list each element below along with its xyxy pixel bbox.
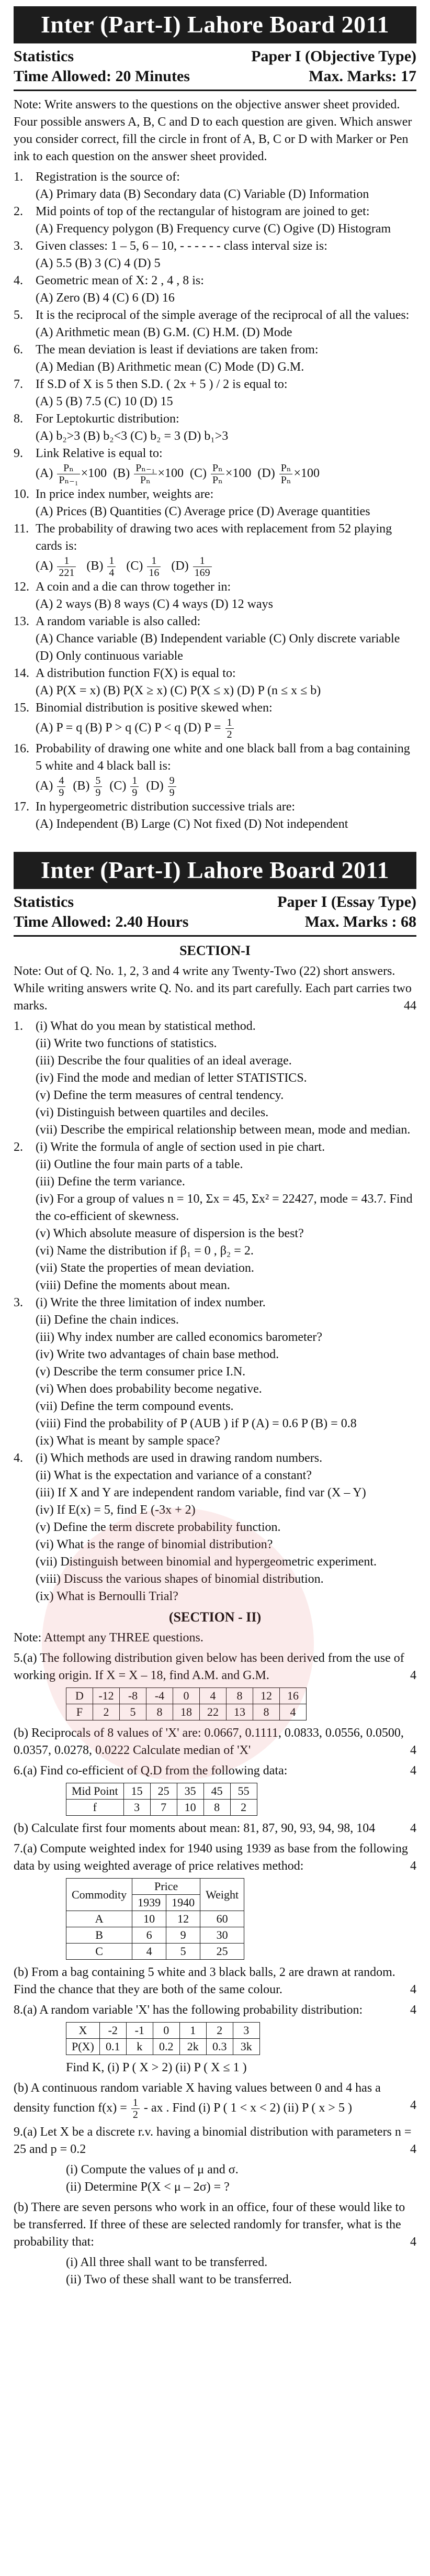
mcq-15-options: (A) P = q (B) P > q (C) P < q (D) P = $\frac{1}{2}$ bbox=[14, 717, 416, 740]
part-text: (ix) What is Bernoulli Trial? bbox=[36, 1590, 178, 1603]
short-question-part bbox=[14, 1484, 416, 1502]
q8a-find: Find K, (i) P ( X > 2) (ii) P ( X ≤ 1 ) bbox=[66, 2061, 247, 2074]
question-number bbox=[14, 1381, 36, 1398]
table-header: Price bbox=[132, 1879, 200, 1895]
table-row bbox=[66, 1944, 244, 1960]
question-number bbox=[14, 1242, 36, 1260]
part-text: (vii) Describe the empirical relationship between mean, mode and median. bbox=[36, 1123, 411, 1137]
short-question-part bbox=[14, 1277, 416, 1294]
mcq-12: 12. A coin and a die can throw together in: bbox=[14, 580, 231, 594]
table-header: F bbox=[66, 1704, 93, 1720]
question-number bbox=[14, 1312, 36, 1329]
q8a: 8.(a) A random variable 'X' has the following probability distribution: 4 bbox=[14, 2003, 416, 2017]
question-number bbox=[14, 1415, 36, 1433]
short-question-part bbox=[14, 1087, 416, 1104]
objective-banner: Inter (Part-I) Lahore Board 2011 bbox=[14, 6, 416, 43]
table-cell: 10 bbox=[132, 1911, 166, 1927]
short-question-part bbox=[14, 1553, 416, 1571]
section-2-heading: (SECTION - II) bbox=[168, 1609, 262, 1625]
table-cell: 12 bbox=[253, 1688, 280, 1704]
table-cell: -4 bbox=[146, 1688, 173, 1704]
table-cell: -12 bbox=[93, 1688, 120, 1704]
table-cell: 0 bbox=[173, 1688, 200, 1704]
subject-label: Statistics bbox=[14, 48, 74, 65]
short-question-part bbox=[14, 1381, 416, 1398]
mcq-10: 10. In price index number, weights are: bbox=[14, 487, 214, 501]
table-cell: 0.2 bbox=[153, 2039, 179, 2055]
short-question-part bbox=[14, 1242, 416, 1260]
question-number bbox=[14, 1173, 36, 1191]
table-cell: 30 bbox=[200, 1927, 244, 1944]
table-cell: 3k bbox=[233, 2039, 259, 2055]
table-cell: 2k bbox=[179, 2039, 206, 2055]
short-question-part bbox=[14, 1139, 416, 1156]
objective-note: Note: Write answers to the questions on the objective answer sheet provided. Four possible answers A, B, C and D to each question are given. Which answer you consider correct, fill the circle in front of A, B, C or D with Marker or Pen ink to each question on the answer sheet provided. bbox=[14, 98, 412, 163]
q9b-part: (i) All three shall want to be transferred. bbox=[66, 2256, 268, 2269]
question-number bbox=[14, 1571, 36, 1588]
mcq-2-options: (A) Frequency polygon (B) Frequency curve (C) Ogive (D) Histogram bbox=[36, 222, 391, 236]
table-cell: C bbox=[66, 1944, 132, 1960]
mcq-16: 16. Probability of drawing one white and one black ball from a bag containing 5 white and 4 black ball is: bbox=[14, 742, 410, 773]
table-header: 1940 bbox=[166, 1895, 200, 1911]
mcq-11: 11. The probability of drawing two aces with replacement from 52 playing cards is: bbox=[14, 522, 392, 553]
part-text: (i) Write the formula of angle of section used in pie chart. bbox=[36, 1140, 325, 1154]
table-header: Mid Point bbox=[66, 1783, 124, 1800]
short-question-part bbox=[14, 1536, 416, 1553]
mcq-12-options: (A) 2 ways (B) 8 ways (C) 4 ways (D) 12 ways bbox=[36, 597, 273, 611]
question-number: 4. bbox=[14, 1451, 23, 1465]
q8b: (b) A continuous random variable X having values between 0 and 4 has a density function f(x) = $\frac{1}{2}$ - ax . Find (i) P ( 1 < x < 2) (ii) P ( x > 5 ) 4 bbox=[14, 2081, 416, 2120]
short-question-part bbox=[14, 1225, 416, 1242]
question-number bbox=[14, 1536, 36, 1553]
max-marks: Max. Marks: 17 bbox=[309, 68, 416, 85]
mcq-13-options: (A) Chance variable (B) Independent variable (C) Only discrete variable (D) Only continuous variable bbox=[36, 632, 400, 663]
max-marks: Max. Marks : 68 bbox=[304, 913, 416, 930]
part-text: (viii) Define the moments about mean. bbox=[36, 1279, 230, 1292]
essay-banner: Inter (Part-I) Lahore Board 2011 bbox=[14, 852, 416, 889]
fraction: $\frac{9}{9}$ bbox=[168, 775, 176, 798]
part-text: (vii) State the properties of mean deviation. bbox=[36, 1261, 254, 1275]
q6b: (b) Calculate first four moments about mean: 81, 87, 90, 93, 94, 98, 104 4 bbox=[14, 1822, 416, 1835]
short-question-part bbox=[14, 1571, 416, 1588]
table-header: Commodity bbox=[66, 1879, 132, 1911]
question-number: 3. bbox=[14, 1296, 23, 1309]
mcq-14-options: (A) P(X = x) (B) P(X ≥ x) (C) P(X ≤ x) (D) P (n ≤ x ≤ b) bbox=[36, 684, 321, 697]
q6a: 6.(a) Find co-efficient of Q.D from the following data: 4 bbox=[14, 1764, 416, 1778]
mcq-9-options: (A) $\frac{\text{Pₙ}}{\text{Pₙ₋₁}}$ ×100 (B) $\frac{\text{Pₙ₋₁}}{\text{Pₙ}}$ ×100 (C) $\frac{\text{Pₙ}}{\text{Pₙ}}$ ×100 (D) $\frac{\text{Pₙ}}{\text{Pₙ}}$ ×100 bbox=[36, 462, 320, 486]
short-question-part bbox=[14, 1398, 416, 1415]
fraction: $\frac{\text{Pₙ}}{\text{Pₙ₋₁}}$ bbox=[57, 462, 80, 486]
mcq-2: 2. Mid points of top of the rectangular of histogram are joined to get: bbox=[14, 205, 370, 218]
question-number bbox=[14, 1467, 36, 1484]
table-row bbox=[66, 1927, 244, 1944]
part-text: (ii) What is the expectation and variance of a constant? bbox=[36, 1469, 312, 1482]
time-allowed: Time Allowed: 2.40 Hours bbox=[14, 913, 189, 930]
divider bbox=[14, 90, 416, 91]
table-cell: 16 bbox=[280, 1688, 307, 1704]
mcq-6: 6. The mean deviation is least if deviations are taken from: bbox=[14, 343, 319, 357]
mcq-16-options: (A) $\frac{4}{9}$ (B) $\frac{5}{9}$ (C) $\frac{1}{9}$ (D) $\frac{9}{9}$ bbox=[14, 775, 416, 798]
question-number bbox=[14, 1260, 36, 1277]
question-number bbox=[14, 1502, 36, 1519]
fraction: $\frac{\text{Pₙ}}{\text{Pₙ}}$ bbox=[279, 462, 293, 486]
mcq-8-options: (A) b₂>3 (B) b₂<3 (C) b₂ = 3 (D) b₁>3 bbox=[36, 429, 229, 443]
mcq-10-options: (A) Prices (B) Quantities (C) Average price (D) Average quantities bbox=[36, 505, 370, 518]
table-cell: 7 bbox=[150, 1800, 177, 1816]
subject-label: Statistics bbox=[14, 893, 74, 911]
short-question-part bbox=[14, 1260, 416, 1277]
table-cell: 60 bbox=[200, 1911, 244, 1927]
mcq-17: 17. In hypergeometric distribution successive trials are: bbox=[14, 800, 296, 814]
table-q5 bbox=[66, 1687, 307, 1720]
part-text: (vii) Distinguish between binomial and hypergeometric experiment. bbox=[36, 1555, 377, 1569]
part-text: (v) Define the term discrete probability function. bbox=[36, 1520, 281, 1534]
fraction: $\frac{4}{9}$ bbox=[57, 775, 65, 798]
part-text: (i) Write the three limitation of index number. bbox=[36, 1296, 266, 1309]
question-number bbox=[14, 1484, 36, 1502]
table-cell: 3 bbox=[233, 2023, 259, 2039]
question-number bbox=[14, 1398, 36, 1415]
table-q8 bbox=[66, 2022, 260, 2055]
question-number bbox=[14, 1553, 36, 1571]
table-header: 1939 bbox=[132, 1895, 166, 1911]
table-cell: 8 bbox=[203, 1800, 230, 1816]
table-cell: 9 bbox=[166, 1927, 200, 1944]
table-cell: 8 bbox=[227, 1688, 253, 1704]
short-question-part bbox=[14, 1363, 416, 1381]
fraction: $\frac{1}{2}$ bbox=[131, 2097, 140, 2120]
short-question-part bbox=[14, 1502, 416, 1519]
q9b-part: (ii) Two of these shall want to be transferred. bbox=[66, 2273, 292, 2286]
table-cell: 5 bbox=[166, 1944, 200, 1960]
table-header: D bbox=[66, 1688, 93, 1704]
part-text: (iii) Describe the four qualities of an ideal average. bbox=[36, 1054, 292, 1068]
short-question-part bbox=[14, 1104, 416, 1122]
part-text: (i) Which methods are used in drawing random numbers. bbox=[36, 1451, 323, 1465]
table-cell: 10 bbox=[177, 1800, 203, 1816]
question-number bbox=[14, 1519, 36, 1536]
table-cell: A bbox=[66, 1911, 132, 1927]
short-question-part bbox=[14, 1415, 416, 1433]
essay-header bbox=[14, 892, 416, 932]
mcq-3-options: (A) 5.5 (B) 3 (C) 4 (D) 5 bbox=[36, 257, 161, 270]
section-1-note: Note: Out of Q. No. 1, 2, 3 and 4 write any Twenty-Two (22) short answers. While writing answers write Q. No. and its part carefully. Each part carries two marks. 44 bbox=[14, 964, 416, 1013]
question-number bbox=[14, 1225, 36, 1242]
mcq-4: 4. Geometric mean of X: 2 , 4 , 8 is: bbox=[14, 274, 204, 287]
short-question-part bbox=[14, 1191, 416, 1225]
short-question-part bbox=[14, 1156, 416, 1173]
mcq-7-options: (A) 5 (B) 7.5 (C) 10 (D) 15 bbox=[36, 395, 173, 408]
part-text: (ii) Define the chain indices. bbox=[36, 1313, 179, 1327]
table-cell: -8 bbox=[120, 1688, 146, 1704]
fraction: $\frac{1}{9}$ bbox=[130, 775, 139, 798]
table-cell: 25 bbox=[150, 1783, 177, 1800]
mcq-5-options: (A) Arithmetic mean (B) G.M. (C) H.M. (D) Mode bbox=[36, 326, 292, 339]
mcq-11-options: (A) $\frac{1}{221}$ (B) $\frac{1}{4}$ (C) $\frac{1}{16}$ (D) $\frac{1}{169}$ bbox=[14, 555, 416, 579]
short-questions bbox=[14, 1018, 416, 1605]
question-number: 2. bbox=[14, 1140, 23, 1154]
table-cell: 55 bbox=[230, 1783, 257, 1800]
table-row bbox=[66, 1911, 244, 1927]
part-text: (ii) Write two functions of statistics. bbox=[36, 1037, 217, 1050]
table-cell: 12 bbox=[166, 1911, 200, 1927]
table-cell: 45 bbox=[203, 1783, 230, 1800]
short-question-part bbox=[14, 1173, 416, 1191]
table-cell: -2 bbox=[99, 2023, 126, 2039]
fraction: $\frac{1}{169}$ bbox=[193, 555, 212, 579]
mcq-1: 1. Registration is the source of: bbox=[14, 170, 180, 184]
short-question-part bbox=[14, 1450, 416, 1467]
fraction: $\frac{5}{9}$ bbox=[94, 775, 102, 798]
short-question-part bbox=[14, 1312, 416, 1329]
part-text: (iv) If E(x) = 5, find E (-3x + 2) bbox=[36, 1503, 196, 1517]
table-cell: 2 bbox=[206, 2023, 233, 2039]
table-cell: B bbox=[66, 1927, 132, 1944]
table-cell: 0.3 bbox=[206, 2039, 233, 2055]
paper-type: Paper I (Objective Type) bbox=[251, 48, 416, 65]
table-cell: 18 bbox=[173, 1704, 200, 1720]
table-header: X bbox=[66, 2023, 100, 2039]
short-question-part bbox=[14, 1070, 416, 1087]
table-q6 bbox=[66, 1783, 257, 1816]
question-number bbox=[14, 1087, 36, 1104]
short-question-part bbox=[14, 1346, 416, 1363]
part-text: (iv) Write two advantages of chain base method. bbox=[36, 1348, 279, 1361]
short-question-part bbox=[14, 1433, 416, 1450]
table-q7 bbox=[66, 1878, 244, 1960]
q9a-part: (i) Compute the values of μ and σ. bbox=[66, 2163, 239, 2177]
table-cell: 15 bbox=[123, 1783, 150, 1800]
part-text: (iv) Find the mode and median of letter STATISTICS. bbox=[36, 1071, 307, 1085]
q9a-part: (ii) Determine P(X < μ – 2σ) = ? bbox=[66, 2180, 230, 2194]
question-number: 1. bbox=[14, 1019, 23, 1033]
question-number bbox=[14, 1588, 36, 1605]
table-cell: -1 bbox=[126, 2023, 153, 2039]
table-header: P(X) bbox=[66, 2039, 100, 2055]
question-number bbox=[14, 1070, 36, 1087]
paper-type: Paper I (Essay Type) bbox=[277, 893, 416, 911]
mcq-1-options: (A) Primary data (B) Secondary data (C) Variable (D) Information bbox=[36, 187, 369, 201]
fraction: $\frac{1}{16}$ bbox=[147, 555, 161, 579]
short-question-part bbox=[14, 1588, 416, 1605]
short-question-part bbox=[14, 1294, 416, 1312]
table-cell: 1 bbox=[179, 2023, 206, 2039]
part-text: (iii) If X and Y are independent random variable, find var (X – Y) bbox=[36, 1486, 366, 1500]
q5b: (b) Reciprocals of 8 values of 'X' are: 0.0667, 0.1111, 0.0833, 0.0556, 0.0500, 0.0357, 0.0278, 0.0222 Calculate median of 'X' 4 bbox=[14, 1726, 416, 1757]
table-cell: 0 bbox=[153, 2023, 179, 2039]
table-cell: 4 bbox=[200, 1688, 227, 1704]
part-text: (iii) Define the term variance. bbox=[36, 1175, 185, 1189]
mcq-17-options: (A) Independent (B) Large (C) Not fixed (D) Not independent bbox=[36, 817, 348, 831]
question-number bbox=[14, 1346, 36, 1363]
part-text: (iii) Why index number are called economics barometer? bbox=[36, 1330, 322, 1344]
mcq-6-options: (A) Median (B) Arithmetic mean (C) Mode (D) G.M. bbox=[36, 360, 304, 374]
part-text: (iv) For a group of values n = 10, Σx = 45, Σx² = 22427, mode = 43.7. Find the co-efficient of skewness. bbox=[36, 1192, 413, 1223]
table-cell: 13 bbox=[227, 1704, 253, 1720]
table-cell: 4 bbox=[280, 1704, 307, 1720]
section-2-note: Note: Attempt any THREE questions. bbox=[14, 1631, 203, 1645]
mcq-8: 8. For Leptokurtic distribution: bbox=[14, 412, 179, 426]
q7a: 7.(a) Compute weighted index for 1940 using 1939 as base from the following data by using weighted average of price relatives method: 4 bbox=[14, 1842, 416, 1873]
table-cell: 0.1 bbox=[99, 2039, 126, 2055]
question-number bbox=[14, 1329, 36, 1346]
table-cell: 25 bbox=[200, 1944, 244, 1960]
objective-questions bbox=[14, 169, 416, 833]
mcq-13: 13. A random variable is also called: bbox=[14, 615, 201, 628]
part-text: (vi) When does probability become negative. bbox=[36, 1382, 262, 1396]
part-text: (v) Define the term measures of central tendency. bbox=[36, 1089, 284, 1102]
divider bbox=[14, 935, 416, 937]
short-question-part bbox=[14, 1329, 416, 1346]
table-cell: 4 bbox=[132, 1944, 166, 1960]
question-number bbox=[14, 1191, 36, 1225]
section-1-heading: SECTION-I bbox=[179, 943, 251, 958]
fraction: $\frac{\text{Pₙ}}{\text{Pₙ}}$ bbox=[211, 462, 224, 486]
short-question-part bbox=[14, 1018, 416, 1035]
part-text: (vi) What is the range of binomial distribution? bbox=[36, 1538, 273, 1551]
fraction: $\frac{\text{Pₙ₋₁}}{\text{Pₙ}}$ bbox=[134, 462, 156, 486]
question-number bbox=[14, 1156, 36, 1173]
fraction: $\frac{1}{4}$ bbox=[107, 555, 116, 579]
part-text: (viii) Find the probability of P (AUB ) if P (A) = 0.6 P (B) = 0.8 bbox=[36, 1417, 357, 1430]
part-text: (vii) Define the term compound events. bbox=[36, 1400, 234, 1413]
part-text: (v) Describe the term consumer price I.N. bbox=[36, 1365, 246, 1379]
mcq-7: 7. If S.D of X is 5 then S.D. ( 2x + 5 ) / 2 is equal to: bbox=[14, 377, 288, 391]
mcq-9: 9. Link Relative is equal to: bbox=[14, 447, 163, 460]
table-header: Weight bbox=[200, 1879, 244, 1911]
table-cell: 22 bbox=[200, 1704, 227, 1720]
part-text: (i) What do you mean by statistical method. bbox=[36, 1019, 256, 1033]
mcq-4-options: (A) Zero (B) 4 (C) 6 (D) 16 bbox=[36, 291, 175, 305]
short-question-part bbox=[14, 1052, 416, 1070]
part-text: (ii) Outline the four main parts of a table. bbox=[36, 1158, 243, 1171]
table-cell: 8 bbox=[253, 1704, 280, 1720]
short-question-part bbox=[14, 1035, 416, 1052]
mcq-5: 5. It is the reciprocal of the simple average of the reciprocal of all the values: bbox=[14, 308, 410, 322]
table-cell: k bbox=[126, 2039, 153, 2055]
table-cell: 2 bbox=[230, 1800, 257, 1816]
table-cell: 8 bbox=[146, 1704, 173, 1720]
table-cell: 35 bbox=[177, 1783, 203, 1800]
q9a: 9.(a) Let X be a discrete r.v. having a binomial distribution with parameters n = 25 and p = 0.2 4 bbox=[14, 2125, 416, 2156]
question-number bbox=[14, 1035, 36, 1052]
q5a: 5.(a) The following distribution given below has been derived from the use of working origin. If X = X – 18, find A.M. and G.M. 4 bbox=[14, 1651, 416, 1682]
question-number bbox=[14, 1277, 36, 1294]
fraction: $\frac{1}{2}$ bbox=[225, 717, 234, 740]
time-allowed: Time Allowed: 20 Minutes bbox=[14, 68, 190, 85]
short-question-part bbox=[14, 1122, 416, 1139]
mcq-3: 3. Given classes: 1 – 5, 6 – 10, - - - - - - class interval size is: bbox=[14, 239, 327, 253]
q7b: (b) From a bag containing 5 white and 3 black balls, 2 are drawn at random. Find the chance that they are both of the same colour. 4 bbox=[14, 1966, 416, 1996]
table-cell: 5 bbox=[120, 1704, 146, 1720]
part-text: (v) Which absolute measure of dispersion is the best? bbox=[36, 1227, 304, 1240]
table-cell: 6 bbox=[132, 1927, 166, 1944]
part-text: (vi) Distinguish between quartiles and deciles. bbox=[36, 1106, 269, 1119]
table-header: f bbox=[66, 1800, 124, 1816]
table-cell: 3 bbox=[123, 1800, 150, 1816]
question-number bbox=[14, 1052, 36, 1070]
question-number bbox=[14, 1104, 36, 1122]
short-question-part bbox=[14, 1467, 416, 1484]
mcq-15: 15. Binomial distribution is positive skewed when: bbox=[14, 701, 273, 715]
part-text: (viii) Discuss the various shapes of binomial distribution. bbox=[36, 1572, 324, 1586]
mcq-14: 14. A distribution function F(X) is equal to: bbox=[14, 667, 236, 680]
q9b: (b) There are seven persons who work in an office, four of these would like to be transferred. If three of these are selected randomly for transfer, what is the probability that: 4 bbox=[14, 2201, 416, 2249]
part-text: (vi) Name the distribution if β₁ = 0 , β₂ = 2. bbox=[36, 1244, 254, 1258]
question-number bbox=[14, 1433, 36, 1450]
part-text: (ix) What is meant by sample space? bbox=[36, 1434, 220, 1448]
question-number bbox=[14, 1363, 36, 1381]
question-number bbox=[14, 1122, 36, 1139]
short-question-part bbox=[14, 1519, 416, 1536]
objective-header bbox=[14, 47, 416, 86]
fraction: $\frac{1}{221}$ bbox=[57, 555, 76, 579]
table-cell: 2 bbox=[93, 1704, 120, 1720]
